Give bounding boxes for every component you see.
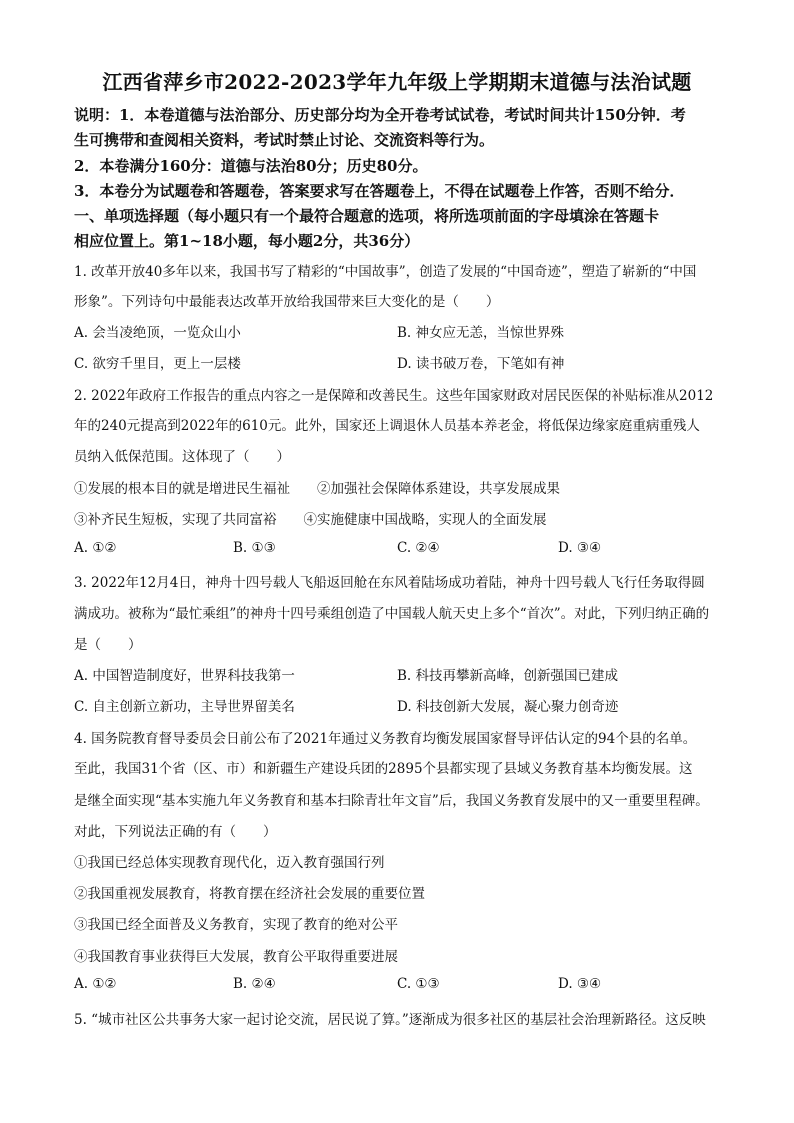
q4-option-b: B. ②④: [233, 976, 276, 992]
q2-statements-line-2: ③补齐民生短板，实现了共同富裕 ④实施健康中国战略，实现人的全面发展: [74, 512, 547, 528]
q5-stem-line-1: 5. “城市社区公共事务大家一起讨论交流，居民说了算。”逐渐成为很多社区的基层社会治理新路径。这反映: [74, 1012, 706, 1028]
q2-option-b: B. ①③: [233, 540, 276, 556]
q2-option-d: D. ③④: [558, 540, 602, 556]
q4-statement-3: ③我国已经全面普及义务教育，实现了教育的绝对公平: [74, 917, 398, 933]
q3-option-a: A. 中国智造制度好，世界科技我第一: [74, 668, 295, 684]
q4-statement-1: ①我国已经总体实现教育现代化，迈入教育强国行列: [74, 855, 385, 871]
q3-option-b: B. 科技再攀新高峰，创新强国已建成: [397, 668, 619, 684]
q3-option-c: C. 自主创新立新功，主导世界留美名: [74, 699, 295, 715]
q4-option-c: C. ①③: [397, 976, 440, 992]
q1-stem-line-1: 1. 改革开放40多年以来，我国书写了精彩的“中国故事”，创造了发展的“中国奇迹”，塑造了崭新的“中国: [74, 264, 697, 280]
section-heading-line-1: 一、单项选择题（每小题只有一个最符合题意的选项，将所选项前面的字母填涂在答题卡: [74, 207, 660, 225]
q3-option-d: D. 科技创新大发展，凝心聚力创奇迹: [397, 699, 619, 715]
q1-option-c: C. 欲穷千里目，更上一层楼: [74, 356, 241, 372]
q1-stem-line-2: 形象”。下列诗句中最能表达改革开放给我国带来巨大变化的是（ ）: [74, 294, 500, 310]
q1-option-a: A. 会当凌绝顶，一览众山小: [74, 325, 241, 341]
q2-stem-line-3: 员纳入低保范围。这体现了（ ）: [74, 449, 290, 465]
notes-line-2: 生可携带和查阅相关资料，考试时禁止讨论、交流资料等行为。: [74, 131, 495, 149]
exam-title: 江西省萍乡市2022-2023学年九年级上学期期末道德与法治试题: [102, 70, 692, 94]
q2-stem-line-1: 2. 2022年政府工作报告的重点内容之一是保障和改善民生。这些年国家财政对居民医保的补贴标准从2012: [74, 388, 714, 404]
notes-line-1: 说明：1．本卷道德与法治部分、历史部分均为全开卷考试试卷，考试时间共计150分钟．考: [74, 106, 686, 124]
q4-statement-4: ④我国教育事业获得巨大发展，教育公平取得重要进展: [74, 949, 398, 965]
q3-stem-line-2: 满成功。被称为“最忙乘组”的神舟十四号乘组创造了中国载人航天史上多个“首次”。对此，下列归纳正确的: [74, 606, 710, 622]
q4-stem-line-1: 4. 国务院教育督导委员会日前公布了2021年通过义务教育均衡发展国家督导评估认定的94个县的名单。: [74, 731, 697, 747]
q4-stem-line-3: 是继全面实现“基本实施九年义务教育和基本扫除青壮年文盲”后，我国义务教育发展中的又一重要里程碑。: [74, 793, 709, 809]
q4-option-d: D. ③④: [558, 976, 602, 992]
notes-line-3: 2．本卷满分160分：道德与法治80分；历史80分。: [74, 157, 428, 175]
section-heading-line-2: 相应位置上。第1~18小题，每小题2分，共36分）: [74, 232, 420, 250]
notes-line-4: 3．本卷分为试题卷和答题卷，答案要求写在答题卷上，不得在试题卷上作答，否则不给分．: [74, 182, 685, 200]
q4-stem-line-2: 至此，我国31个省（区、市）和新疆生产建设兵团的2895个县都实现了县域义务教育基本均衡发展。这: [74, 761, 693, 777]
q4-statement-2: ②我国重视发展教育，将教育摆在经济社会发展的重要位置: [74, 886, 425, 902]
q4-stem-line-4: 对此，下列说法正确的有（ ）: [74, 824, 277, 840]
q2-stem-line-2: 年的240元提高到2022年的610元。此外，国家还上调退休人员基本养老金，将低保边缘家庭重病重残人: [74, 418, 700, 434]
q1-option-b: B. 神女应无恙，当惊世界殊: [397, 325, 565, 341]
q1-option-d: D. 读书破万卷，下笔如有神: [397, 356, 565, 372]
q2-statements-line-1: ①发展的根本目的就是增进民生福祉 ②加强社会保障体系建设，共享发展成果: [74, 481, 560, 497]
q2-option-a: A. ①②: [74, 540, 117, 556]
q3-stem-line-1: 3. 2022年12月4日，神舟十四号载人飞船返回舱在东风着陆场成功着陆，神舟十四号载人飞行任务取得圆: [74, 575, 705, 591]
q3-stem-line-3: 是（ ）: [74, 637, 142, 653]
q4-option-a: A. ①②: [74, 976, 117, 992]
q2-option-c: C. ②④: [397, 540, 440, 556]
